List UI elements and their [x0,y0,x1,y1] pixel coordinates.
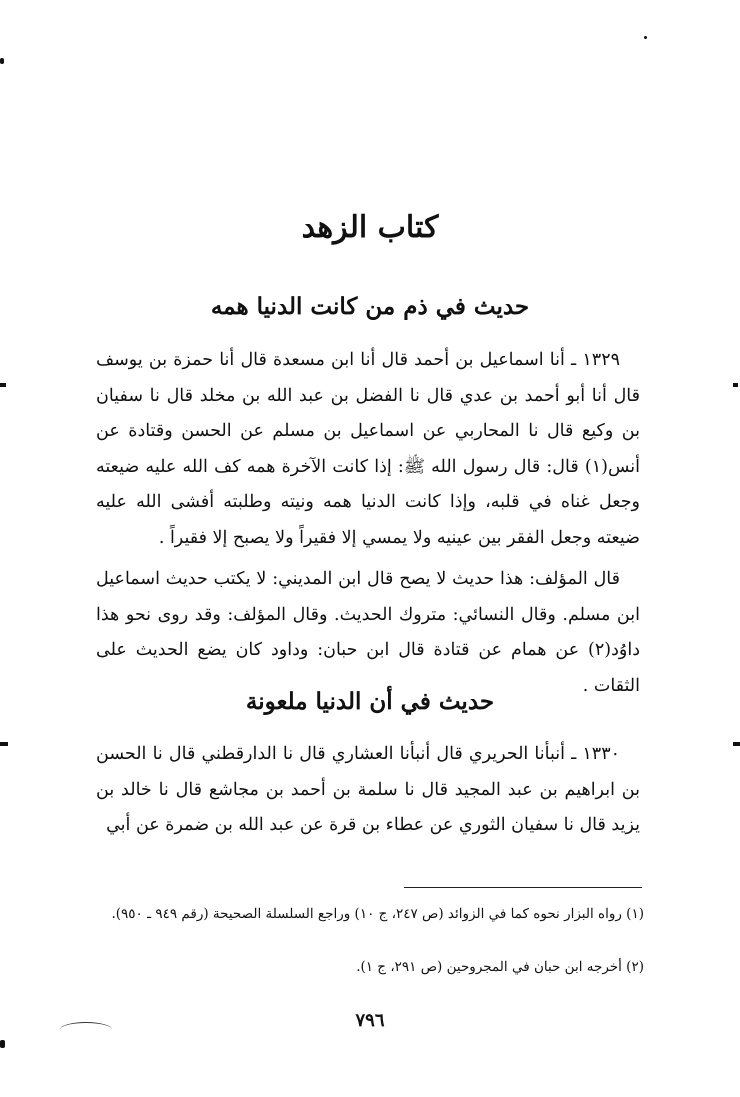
book-title: كتاب الزهد [301,210,439,245]
scan-mark [0,383,6,387]
scan-mark [733,383,738,387]
author-comment-paragraph: قال المؤلف: هذا حديث لا يصح قال ابن المديني: لا يكتب حديث اسماعيل ابن مسلم. وقال النسائي: متروك الحديث. وقال المؤلف: وقد روى نحو هذا داوُد(٢) عن همام عن قتادة قال ابن حبان: وداود كان يضع الحديث على الثقات . [96,569,640,696]
scan-mark [0,1040,5,1048]
scan-mark [733,742,740,746]
section-title: حديث في ذم من كانت الدنيا همه [210,293,530,320]
footnote: (٢) أخرجه ابن حبان في المجروحين (ص ٢٩١، ج ١). [356,959,644,975]
footnote: (١) رواه البزار نحوه كما في الزوائد (ص ٢٤٧، ج ١٠) وراجع السلسلة الصحيحة (رقم ٩٤٩ ـ ٩٥٠). [111,906,644,922]
scan-mark [0,742,8,746]
scan-mark [60,1022,112,1037]
section-title: حديث في أن الدنيا ملعونة [245,688,495,715]
scan-mark [0,58,4,64]
hadith-paragraph: ١٣٢٩ ـ أنا اسماعيل بن أحمد قال أنا ابن مسعدة قال أنا حمزة بن يوسف قال أنا أبو أحمد بن عدي قال نا الفضل بن عبد الله بن مخلد قال نا سفيان بن وكيع قال نا المحاربي عن اسماعيل بن مسلم عن الحسن وقتادة عن أنس(١) قال: قال رسول الله ﷺ: إذا كانت الآخرة همه كف الله عليه ضيعته وجعل غناه في قلبه، وإذا كانت الدنيا همه ونيته وطلبته أفشى الله عليه ضيعته وجعل الفقر بين عينيه ولا يمسي إلا فقيراً ولا يصبح إلا فقيراً . [96,350,640,548]
scan-mark [644,36,647,39]
footnote-separator [404,887,642,888]
page-number: ٧٩٦ [355,1010,385,1031]
hadith-paragraph: ١٣٣٠ ـ أنبأنا الحريري قال أنبأنا العشاري قال نا الدارقطني قال نا الحسن بن ابراهيم بن عبد المجيد قال نا سلمة بن أحمد بن مجاشع قال نا خالد بن يزيد قال نا سفيان الثوري عن عطاء بن قرة عن عبد الله بن ضمرة عن أبي [96,744,640,835]
